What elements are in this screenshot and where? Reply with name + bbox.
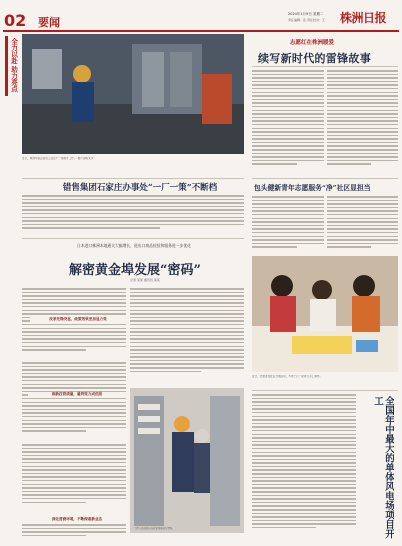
right-bottom-body xyxy=(252,394,356,542)
right-kicker: 志愿红在株洲暖爱 xyxy=(290,40,335,46)
date-line: 2024年1月9日 星期二 xyxy=(288,12,324,16)
side-banner-bar xyxy=(5,36,8,96)
story2-body-d xyxy=(22,444,126,514)
story1-headline: 错售集团石家庄办事处“一厂一策”不断档 xyxy=(62,183,218,193)
newspaper-logo: 株洲日报 xyxy=(340,11,387,25)
masthead xyxy=(0,0,402,32)
story2-subhead-1: 改革先锋突显，政策效果更加显力效 xyxy=(30,317,126,322)
story1-rule xyxy=(22,178,244,179)
photo-caption-2: 近日，志愿者在社区开展活动，与孩子们一起进行手工制作。 xyxy=(252,375,323,378)
right-head-rule xyxy=(252,66,398,67)
section-name: 要闻 xyxy=(38,16,60,29)
side-banner-line2: 助力亮点 xyxy=(10,66,18,92)
story2-headline: 解密黄金埠发展“密码” xyxy=(69,263,201,278)
story3-body-a xyxy=(252,196,324,252)
side-banner xyxy=(4,36,18,96)
right-bottom-rule xyxy=(252,390,398,391)
story2-byline: 记者 某某 通讯员 某某 xyxy=(130,278,160,282)
story2-subhead-2: 推新技资质量，量利效力成优级 xyxy=(28,392,126,397)
editor-line: 责任编辑：张 责任校对：王 xyxy=(288,18,325,22)
story2-subhead-3: 深化营商环境，不断探索新业态 xyxy=(51,517,103,521)
story1-body xyxy=(22,195,244,235)
volunteer-photo xyxy=(252,256,398,372)
story3-headline: 包头健新青年志愿服务“净”社区显担当 xyxy=(254,184,371,192)
vertical-headline: 全国年中最大的单体风电场项目开工 xyxy=(372,396,394,539)
story2-body-e xyxy=(22,524,126,542)
right-headline: 续写新时代的雷锋故事 xyxy=(258,52,371,65)
story2-body-c xyxy=(22,362,126,442)
story2-lead: 日本进口株洲本地通关大幅增长，进出口商品检验和服务进一步优化 xyxy=(77,243,191,248)
masthead-rule xyxy=(3,30,399,32)
story3-rule xyxy=(252,178,398,179)
right-body-b xyxy=(327,70,398,174)
story2-rule xyxy=(22,238,244,239)
side-banner-line1: 全力以赴 xyxy=(10,38,18,64)
right-body-a xyxy=(252,70,324,174)
page-number: 02 xyxy=(4,11,27,30)
story2-body-a xyxy=(22,288,126,360)
story2-body-b xyxy=(130,288,244,384)
story3-body-b xyxy=(327,196,398,252)
server-room-photo xyxy=(130,388,244,533)
photo-caption-3: 工作人员在机房内检查设备运行情况。 xyxy=(134,527,175,530)
photo-caption-1: 近日，株洲市某企业员工在生产一线展开工作。（图片说明文字） xyxy=(22,157,96,160)
factory-photo xyxy=(22,34,244,154)
